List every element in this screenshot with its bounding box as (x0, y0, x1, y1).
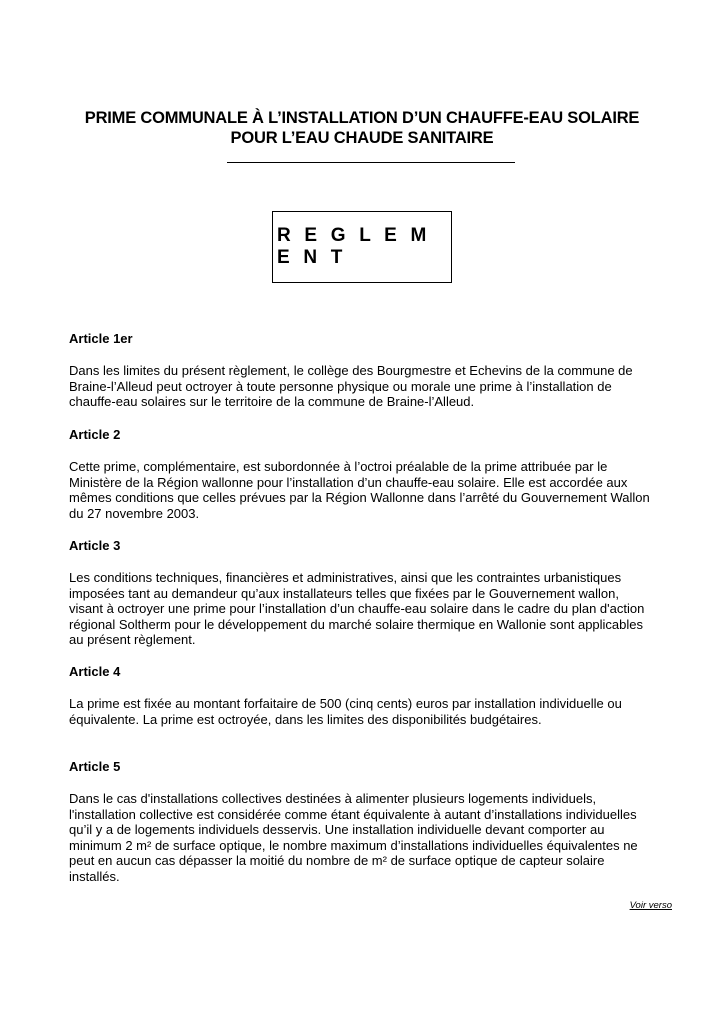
article-2-heading: Article 2 (69, 427, 121, 442)
document-title (40, 108, 684, 148)
article-1-line: Dans les limites du présent règlement, le collège des Bourgmestre et Echevins de la commune de (69, 363, 633, 378)
article-4-heading: Article 4 (69, 664, 121, 679)
title-underline (227, 162, 515, 163)
voir-verso-link[interactable]: Voir verso (629, 900, 672, 911)
article-1-body (69, 363, 674, 410)
reglement-label: R E G L E M E N T (277, 225, 431, 268)
article-3-line: imposées tant au demandeur qu’aux installateurs telles que fixées par le Gouvernement wallon, (69, 585, 619, 601)
article-1-line: chauffe-eau solaires sur le territoire de la commune de Braine-l’Alleud. (69, 394, 475, 409)
article-5-line: qu’il y a de logements individuels desservis. Une installation individuelle devant comporter au (69, 822, 605, 837)
article-2-line: mêmes conditions que celles prévues par la Région Wallonne dans l’arrêté du Gouvernement Wallon (69, 490, 650, 505)
article-2-body (69, 459, 674, 521)
article-2-line: Ministère de la Région wallonne pour l’installation d’un chauffe-eau solaire. Elle est accordée aux (69, 474, 628, 490)
reglement-box (272, 211, 452, 283)
article-2-line: Cette prime, complémentaire, est subordonnée à l’octroi préalable de la prime attribuée par le (69, 459, 608, 474)
article-5-body (69, 791, 674, 884)
title-line-1: PRIME COMMUNALE À L’INSTALLATION D’UN CHAUFFE-EAU SOLAIRE (84, 109, 640, 127)
article-3-line: régional Soltherm pour le développement du marché solaire thermique en Wallonie sont applicables (69, 616, 644, 632)
article-4-line: équivalente. La prime est octroyée, dans les limites des disponibilités budgétaires. (69, 711, 542, 727)
article-3-body (69, 570, 674, 648)
article-5-heading: Article 5 (69, 759, 121, 774)
article-5-line: peut en aucun cas dépasser la moitié du nombre de m² de surface optique de capteur solaire (69, 853, 605, 868)
article-3-line: visant à octroyer une prime pour l’installation d’un chauffe-eau solaire dans le cadre du plan d'action (69, 601, 645, 616)
article-1-heading: Article 1er (69, 331, 133, 346)
article-5-line: Dans le cas d'installations collectives destinées à alimenter plusieurs logements individuels, (69, 791, 597, 806)
article-4-line: La prime est fixée au montant forfaitaire de 500 (cinq cents) euros par installation individuelle ou (69, 696, 622, 711)
article-5-line: installés. (69, 868, 120, 884)
title-line-2: POUR L’EAU CHAUDE SANITAIRE (230, 129, 494, 147)
article-5-line: l'installation collective est considérée comme étant équivalente à autant d’installations individuelles (69, 806, 637, 822)
article-5-line: minimum 2 m² de surface optique, le nombre maximum d’installations individuelles équivalentes ne (69, 837, 638, 853)
article-1-line: Braine-l’Alleud peut octroyer à toute personne physique ou morale une prime à l’installation de (69, 378, 612, 394)
article-3-line: au présent règlement. (69, 632, 196, 647)
article-2-line: du 27 novembre 2003. (69, 505, 200, 521)
article-3-heading: Article 3 (69, 538, 121, 553)
article-3-line: Les conditions techniques, financières et administratives, ainsi que les contraintes urbanistiques (69, 570, 622, 585)
article-4-body (69, 696, 674, 727)
